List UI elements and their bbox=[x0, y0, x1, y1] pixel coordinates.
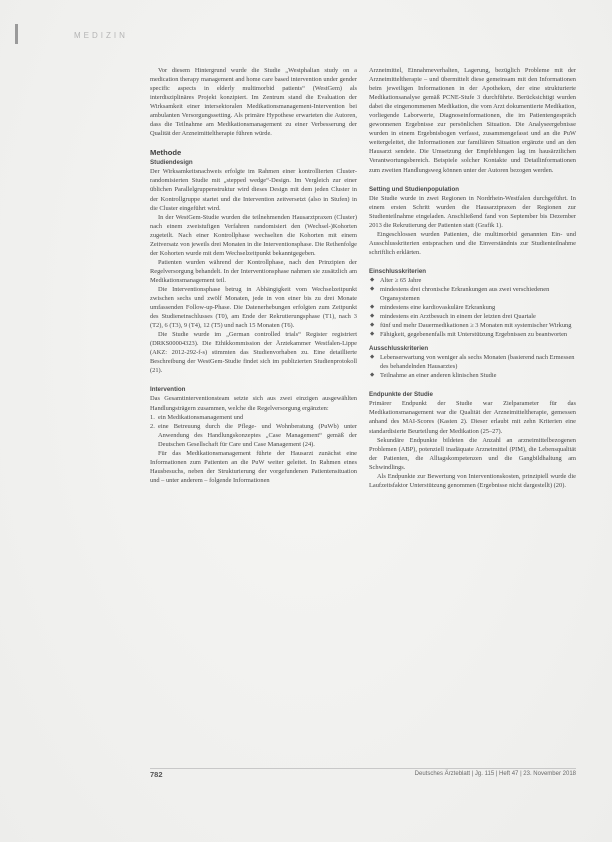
list-item: ◆ Lebenserwartung von weniger als sechs Monaten (basierend nach Ermessen des behandelnden Hausarztes) bbox=[369, 353, 576, 371]
inclusion-heading: Einschlusskriterien bbox=[369, 267, 427, 275]
intervention-heading: Intervention bbox=[150, 386, 186, 394]
design-paragraph-2: In der WestGem-Studie wurden die teilnehmenden Hausarztpraxen (Cluster) nach einem zweistufigen Verfahren randomisiert den (Wechsel-)Kohorten zugeteilt. Nach einer Kontrollphase wechselten die Kohorten mit einem Zeitversatz von jeweils drei Monaten in die Interventionsphase. Die Reihenfolge der Kohorten wurde mit dem Wechselzeitpunkt bekanntgegeben. bbox=[150, 213, 357, 257]
intervention-paragraph-2: Für das Medikationsmanagement führte der Hausarzt zunächst eine Informationen zum Patienten an die PuW weiter geleitet. In Rahmen eines Hausbesuchs, neben der Strukturierung der vorgefundenen Patientensituation und – unter anderem – folgende Informationen bbox=[150, 449, 357, 484]
setting-paragraph-1: Die Studie wurde in zwei Regionen in Nordrhein-Westfalen durchgeführt. In einem ersten Schritt wurden die Hausarztpraxen der Regionen zur Studienteilnahme eingeladen. Anschließend fand von September bis Dezember 2013 die Rekrutierung der Patienten statt (Grafik 1). bbox=[369, 194, 576, 229]
exclusion-heading: Ausschlusskriterien bbox=[369, 345, 429, 353]
design-heading: Studiendesign bbox=[150, 159, 193, 167]
design-paragraph-5: Die Studie wurde im „German controlled trials“ Register registriert (DRKS00004323). Die Ethikkommission der Ärztekammer Westfalen-Lippe (AKZ: 2012-292-f-s) stimmten das Studienvorhaben zu. Eine detaillierte Beschreibung der WestGem-Studie findet sich im publizierten Studienprotokoll (21). bbox=[150, 331, 357, 375]
design-paragraph-4: Die Interventionsphase betrug in Abhängigkeit vom Wechselzeitpunkt zwischen sechs und zwölf Monaten, jede in von einer bis zu drei Monate umfassenden Follow-up-Phase. Die Datenerhebungen erfolgten zum Zeitpunkt des Studieneinschlusses (T0), am Ende der Rekrutierungsphase (T1), nach 3 (T2), 6 (T3), 9 (T4), 12 (T5) und nach 15 Monaten (T6). bbox=[150, 285, 357, 330]
design-paragraph-1: Der Wirksamkeitsnachweis erfolgte im Rahmen einer kontrollierten Cluster-randomisierten Studie mit „stepped wedge“-Design. Im Vergleich zur einer üblichen Parallelgruppenstruktur wird dieses Design mit dem jeden Cluster in der Kontrollgruppe startet und die Intervention zeitversetzt (also in Stufen) in die Cluster eingeführt wird. bbox=[150, 168, 357, 212]
right-column bbox=[369, 66, 576, 490]
endpoints-paragraph-1: Primärer Endpunkt der Studie war Zielparameter für das Medikationsmanagement war die Qualität der Arzneimitteltherapie, gemessen anhand des MAI-Scores (Kasten 2). Dieser erlaubt mit zehn Kriterien eine standardisierte Beurteilung der Medikation (25–27). bbox=[369, 400, 576, 435]
inclusion-list bbox=[369, 276, 576, 339]
methods-heading: Methode bbox=[150, 148, 182, 158]
journal-citation: Deutsches Ärzteblatt | Jg. 115 | Heft 47 | 23. November 2018 bbox=[414, 771, 576, 777]
list-item: ◆ Alter ≥ 65 Jahre bbox=[369, 276, 576, 285]
setting-heading: Setting und Studienpopulation bbox=[369, 185, 460, 193]
list-item: 1. ein Medikationsmanagement und bbox=[150, 413, 244, 421]
left-column bbox=[150, 66, 357, 485]
list-item: 2. eine Betreuung durch die Pflege- und Wohnberatung (PuWb) unter Anwendung des Handlungskonzeptes „Case Management“ gemäß der Deutschen Gesellschaft für Care und Case Management (24). bbox=[150, 422, 357, 448]
list-item: ◆ mindestens drei chronische Erkrankungen aus zwei verschiedenen Organsystemen bbox=[369, 285, 576, 303]
intervention-paragraph-1: Das Gesamtinterventionsteam setzte sich aus zwei einzigen ausgewählten Handlungsträgern zusammen, welche die Regelversorgung ergänzten: bbox=[150, 395, 357, 412]
exclusion-list bbox=[369, 353, 576, 380]
list-item: ◆ mindestens eine kardiovaskuläre Erkrankung bbox=[369, 303, 576, 312]
setting-paragraph-2: Eingeschlossen wurden Patienten, die multimorbid genannten Ein- und Ausschlusskriterien entsprachen und die Einverständnis zur Studienteilnahme schriftlich erklärten. bbox=[369, 230, 576, 256]
list-item: ◆ mindestens ein Arztbesuch in einem der letzten drei Quartale bbox=[369, 312, 576, 321]
endpoints-heading: Endpunkte der Studie bbox=[369, 391, 433, 399]
list-item: ◆ Teilnahme an einer anderen klinischen Studie bbox=[369, 371, 576, 380]
list-item: ◆ fünf und mehr Dauermedikationen ≥ 3 Monaten mit systemischer Wirkung bbox=[369, 321, 576, 330]
list-item: ◆ Fähigkeit, gegebenenfalls mit Unterstützung Ergebnissen zu beantworten bbox=[369, 330, 576, 339]
intervention-list bbox=[150, 413, 357, 449]
binding-mark bbox=[15, 24, 18, 44]
continuation-paragraph: Arzneimittel, Einnahmeverhalten, Lagerung, bezüglich Probleme mit der Arzneimitteltherapie – und übermittelt diese gemeinsam mit den Informationen beim jeweiligen Informationen in der Apotheken, der eine strukturierte Medikationsanalyse gemäß PCNE-Stufe 3 durchführte. Berücksichtigt wurden dabei die eingenommenen Medikation, die vom Arzt dokumentierte Medikation, vorliegende Laborwerte, Diagnoseinformationen, die im Patientengespräch gewonnenen Ergebnisse zur persönlichen Situation. Die Analyseergebnisse wurden in einem Ergebnisbogen verfasst, zusammengefasst und an die PuW weitergeleitet, die Informationen zur familiären Situation ergänzte und an den Hausarzt sendete. Die Umsetzung der Empfehlungen lag im hausärztlichen Verantwortungsbereich. Beispiele solcher Kontakte und Detailinformationen zum zweiten Handlungsweg können unter der Autoren bezogen werden. bbox=[369, 67, 576, 174]
intro-paragraph: Vor diesem Hintergrund wurde die Studie „Westphalian study on a medication therapy management and home care based intervention under gender specific aspects in elderly multimorbid patients“ (WestGem) als interdisziplinäres Projekt konzipiert. Im Zentrum stand die Evaluation der Wirksamkeit einer intersektoralen Medikationsmanagement-Intervention bei ambulanten Versorgungssetting. Als primäre Hypothese erwarteten die Autoren, dass die Teilnahme am Medikationsmanagement zu einer Verbesserung der Qualität der Arzneimitteltherapie führen würde. bbox=[150, 67, 357, 138]
running-head: MEDIZIN bbox=[74, 31, 128, 40]
endpoints-paragraph-3: Als Endpunkte zur Bewertung von Interventionskosten, prinzipiell wurde die Laufzeitsfaktor Unterstützung genommen (Ergebnisse nicht dargestellt) (20). bbox=[369, 472, 576, 489]
endpoints-paragraph-2: Sekundäre Endpunkte bildeten die Anzahl an arzneimittelbezogenen Problemen (ABP), potenziell inadäquate Arzneimittel (PIM), die Lebensqualität der Patienten, die Alltagskompetenzen und die Gangbildhaltung am Schwindlings. bbox=[369, 436, 576, 471]
design-paragraph-3: Patienten wurden während der Kontrollphase, nach den Prinzipien der Regelversorgung behandelt. In der Interventionsphase nahmen sie zusätzlich am Medikationsmanagement teil. bbox=[150, 258, 357, 284]
page-number: 782 bbox=[150, 770, 163, 779]
footer-rule bbox=[150, 768, 576, 769]
